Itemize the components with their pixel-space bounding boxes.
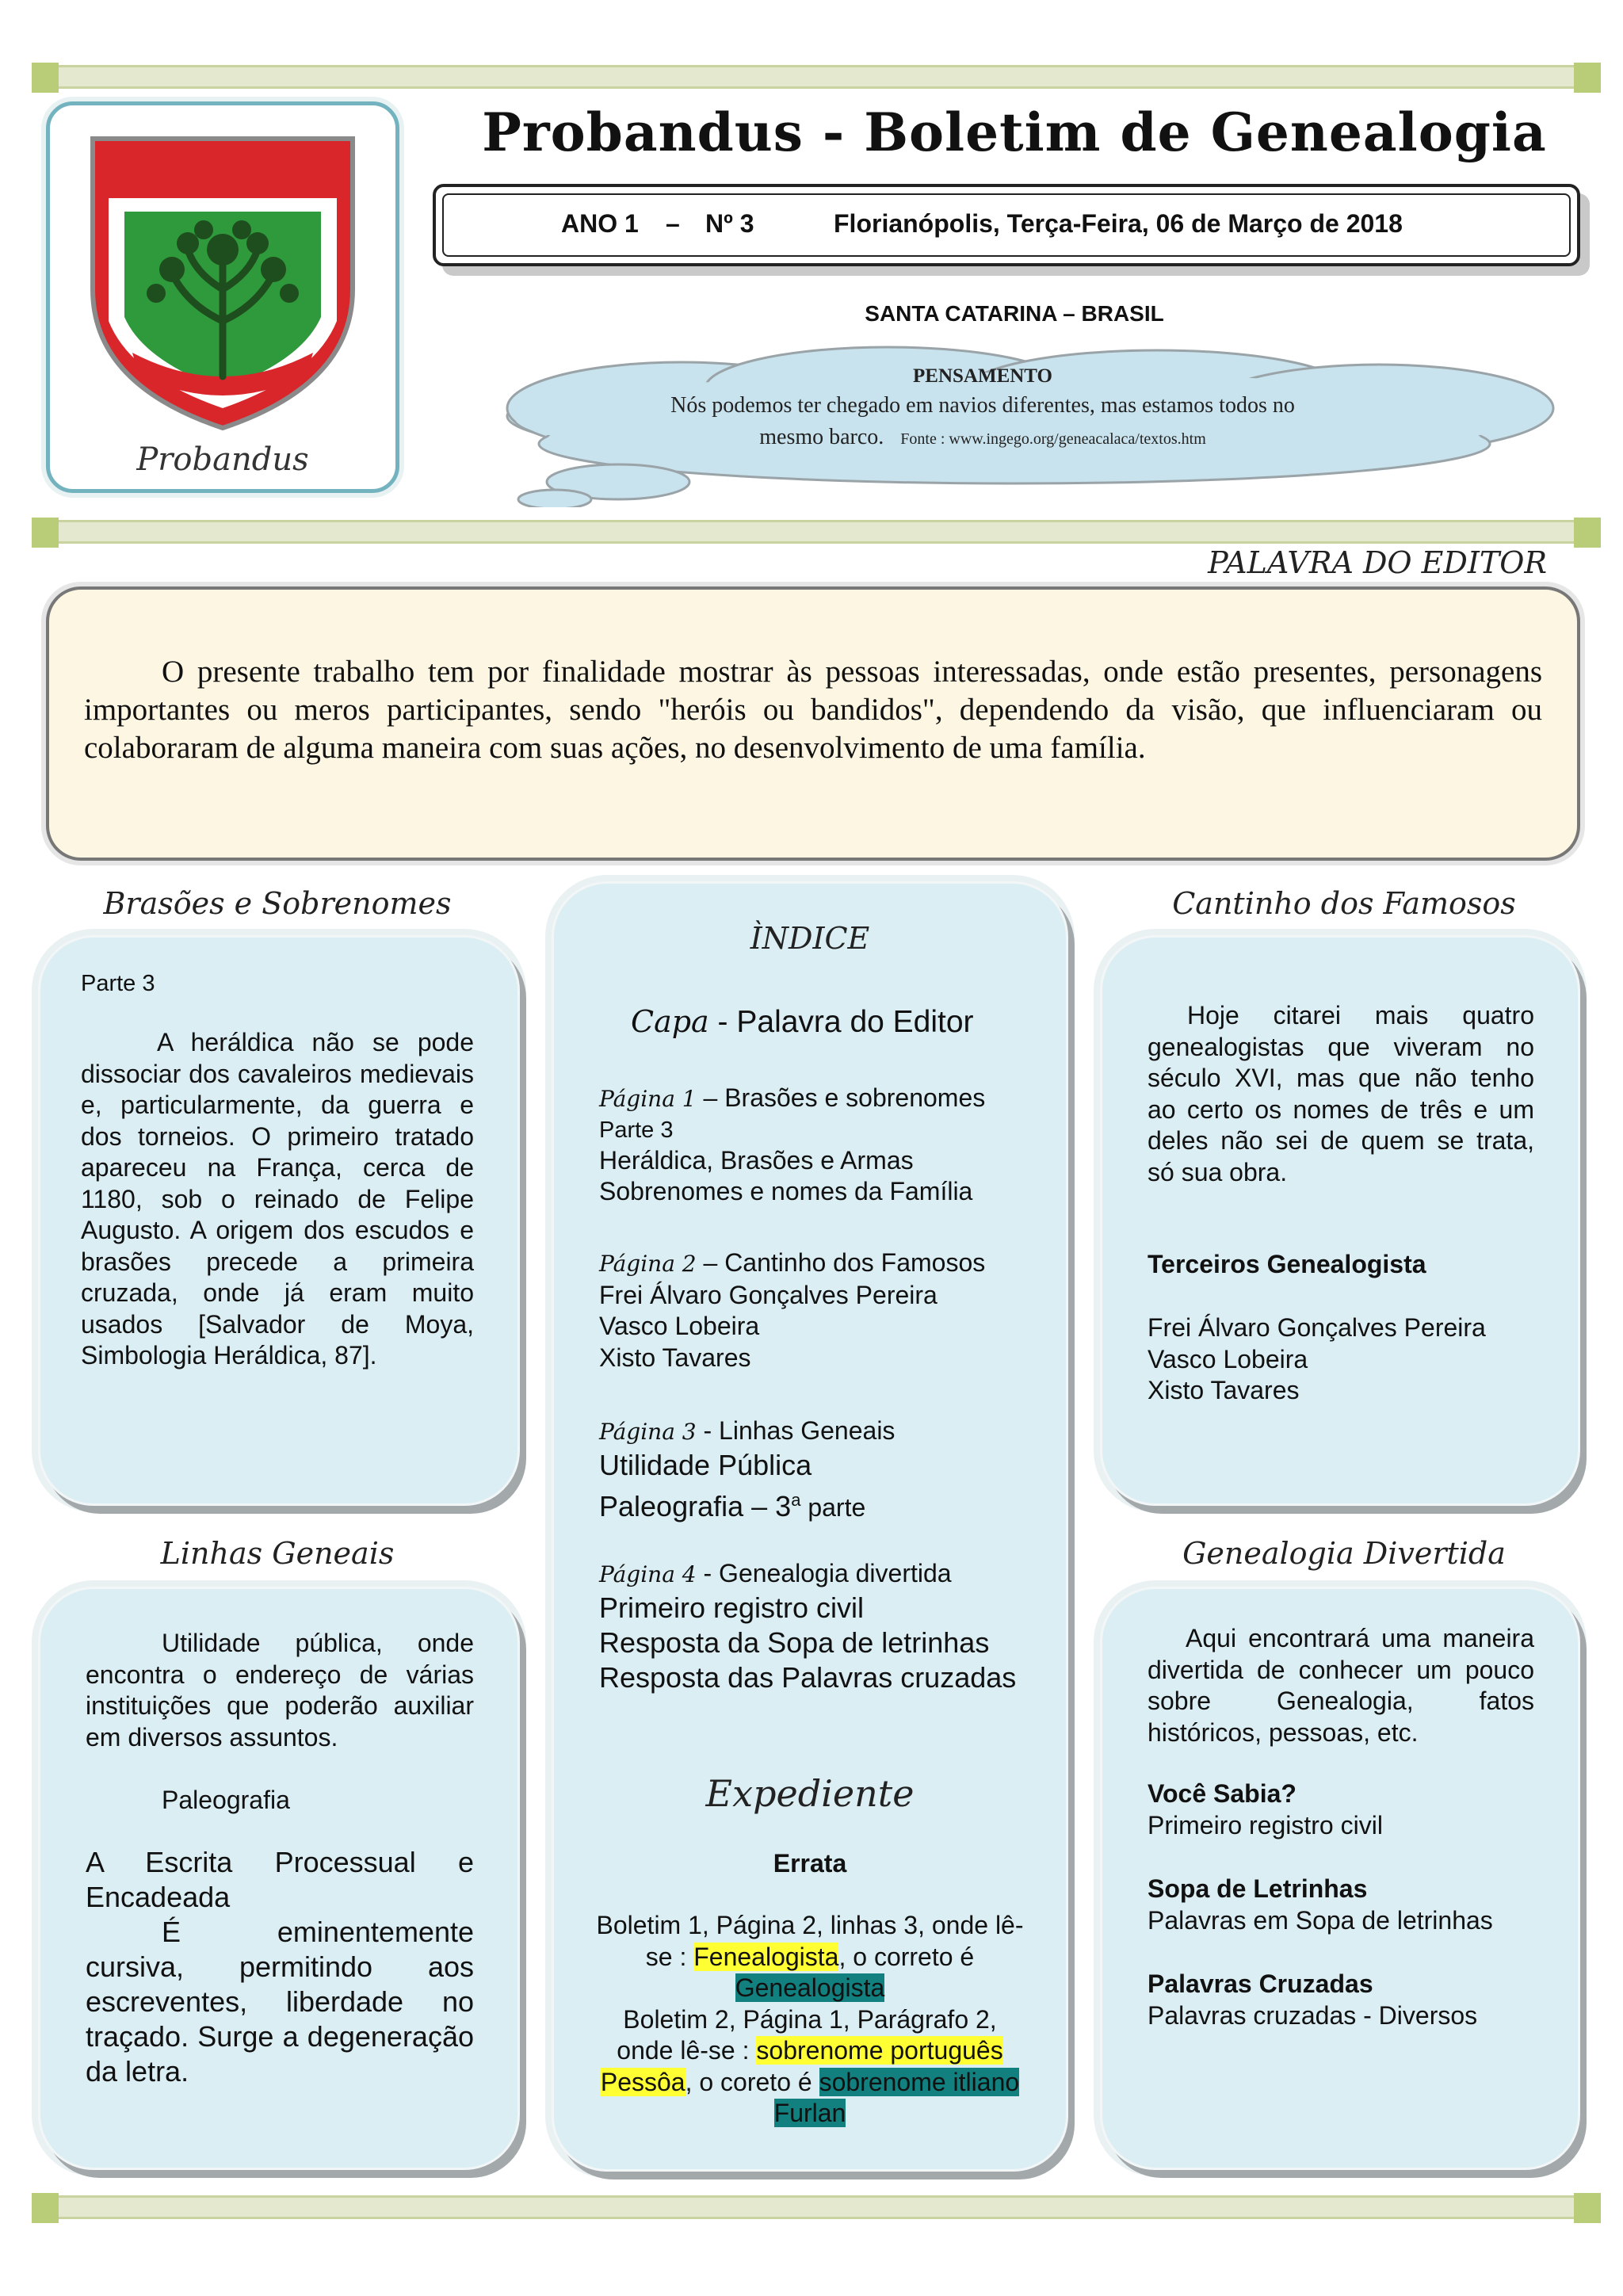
- divertida-section-3-title: Palavras Cruzadas: [1148, 1969, 1373, 1998]
- divertida-text: Aqui encontrará uma maneira divertida de conhecer um pouco sobre Genealogia, fatos históricos, pessoas, etc.: [1148, 1624, 1534, 1747]
- brasoes-heading: Brasões e Sobrenomes: [103, 886, 452, 921]
- linhas-p1: Utilidade pública, onde encontra o endereço de várias instituições que poderão auxiliar em diversos assuntos.: [86, 1629, 474, 1752]
- divertida-heading: Genealogia Divertida: [1182, 1536, 1506, 1571]
- errata-1-intro: Boletim 1, Página 2, linhas 3, onde lê-se :: [596, 1911, 1024, 1971]
- indice-page-3-label: Página 3: [599, 1419, 697, 1445]
- indice-page-4-item-1: Primeiro registro civil: [599, 1591, 865, 1624]
- indice-page-1: [599, 1083, 1027, 1208]
- divertida-section-3: [1148, 1969, 1534, 2031]
- indice-page-3-item-1: Utilidade Pública: [599, 1448, 812, 1481]
- indice-page-2-item-3: Xisto Tavares: [599, 1343, 751, 1372]
- bottom-divider-bar: [38, 2195, 1594, 2219]
- indice-page-2-item-1: Frei Álvaro Gonçalves Pereira: [599, 1280, 938, 1309]
- brasoes-text: A heráldica não se pode dissociar dos cavaleiros medievais e, particularmente, da guerra e dos torneios. O primeiro tratado apareceu na França, cerca de 1180, sob o reinado de Felipe Augusto. A origem dos escudos e brasões precede a primeira cruzada, onde já eram muito usados [Salvador de Moya, Simbologia Heráldica, 87].: [81, 1028, 474, 1370]
- thought-line-2-text: mesmo barco.: [759, 425, 884, 449]
- indice-page-2-text: – Cantinho dos Famosos: [696, 1248, 986, 1277]
- thought-text: [586, 363, 1379, 455]
- thought-line-1: Nós podemos ter chegado em navios diferentes, mas estamos todos no: [670, 393, 1295, 418]
- indice-page-1-text: – Brasões e sobrenomes: [696, 1083, 986, 1112]
- indice-page-4: [599, 1558, 1027, 1695]
- top-divider-bar: [38, 65, 1594, 89]
- famosos-names: [1148, 1312, 1534, 1407]
- errata-text: [596, 1910, 1024, 2130]
- editor-box: [46, 586, 1580, 861]
- indice-page-1-item-1: Heráldica, Brasões e Armas: [599, 1145, 914, 1175]
- thought-line-2: [586, 422, 1379, 455]
- linhas-p4: É eminentemente cursiva, permitindo aos escreventes, liberdade no traçado. Surge a degeneração da letra.: [86, 1916, 474, 2088]
- indice-page-4-label: Página 4: [599, 1561, 697, 1587]
- famosos-heading: Cantinho dos Famosos: [1172, 886, 1516, 921]
- indice-page-4-item-3: Resposta das Palavras cruzadas: [599, 1660, 1017, 1694]
- divertida-section-1-title: Você Sabia?: [1148, 1779, 1296, 1808]
- divertida-section-1-text: Primeiro registro civil: [1148, 1810, 1383, 1839]
- brasoes-part: Parte 3: [81, 971, 155, 996]
- indice-page-2-item-2: Vasco Lobeira: [599, 1312, 760, 1340]
- famosos-name-2: Vasco Lobeira: [1148, 1344, 1308, 1373]
- linhas-p2: Paleografia: [162, 1786, 290, 1814]
- indice-capa-text: - Palavra do Editor: [708, 1005, 974, 1039]
- famosos-text: Hoje citarei mais quatro genealogistas que viveram no século XVI, mas que não tenho ao certo os nomes de três e um deles não sei de quem se trata, só sua obra.: [1148, 1001, 1534, 1186]
- state-label: SANTA CATARINA – BRASIL: [865, 301, 1164, 326]
- indice-page-1-part: Parte 3: [599, 1117, 674, 1143]
- divertida-section-2-text: Palavras em Sopa de letrinhas: [1148, 1905, 1493, 1935]
- divertida-section-2-title: Sopa de Letrinhas: [1148, 1874, 1368, 1903]
- indice-page-3-item-2: [599, 1483, 1027, 1525]
- thought-heading: PENSAMENTO: [913, 365, 1052, 387]
- linhas-p3: A Escrita Processual e Encadeada: [86, 1846, 474, 1913]
- indice-page-4-text: - Genealogia divertida: [696, 1559, 952, 1587]
- famosos-subheading: Terceiros Genealogista: [1148, 1250, 1426, 1278]
- indice-heading: ÌNDICE: [750, 921, 870, 956]
- editor-text: O presente trabalho tem por finalidade mostrar às pessoas interessadas, onde estão presentes, personagens importantes ou meros participantes, sendo "heróis ou bandidos", dependendo da visão, que influenciaram ou colaboraram de alguma maneira com suas ações, no desenvolvimento de uma família.: [84, 655, 1542, 765]
- indice-page-2: [599, 1247, 1027, 1373]
- indice-page-3-item-2-text: Paleografia – 3: [599, 1489, 792, 1522]
- errata-heading: Errata: [773, 1849, 847, 1878]
- errata-2-wrong: sobrenome português Pessôa: [600, 2036, 1003, 2096]
- indice-capa: [631, 1004, 1043, 1039]
- expediente-heading: Expediente: [705, 1772, 915, 1815]
- indice-page-3-item-2-sup: a: [791, 1489, 801, 1510]
- divertida-section-2: [1148, 1874, 1534, 1936]
- logo-caption: Probandus: [136, 441, 309, 478]
- indice-page-3-text: - Linhas Geneais: [696, 1416, 896, 1445]
- indice-capa-label: Capa: [631, 1004, 709, 1039]
- errata-1-wrong: Fenealogista: [693, 1942, 839, 1971]
- thought-source: Fonte : www.ingego.org/geneacalaca/textos.htm: [900, 430, 1206, 448]
- editor-label: PALAVRA DO EDITOR: [1208, 545, 1547, 580]
- indice-page-3: [599, 1415, 1027, 1525]
- errata-2-correct: sobrenome itliano Furlan: [773, 2067, 1020, 2127]
- errata-2-intro: Boletim 2, Página 1, Parágrafo 2, onde lê-se :: [617, 2004, 997, 2065]
- linhas-heading: Linhas Geneais: [160, 1536, 395, 1571]
- famosos-name-1: Frei Álvaro Gonçalves Pereira: [1148, 1313, 1486, 1342]
- indice-page-2-label: Página 2: [599, 1251, 697, 1277]
- errata-1-mid: , o correto é: [838, 1942, 975, 1971]
- indice-page-3-item-2-suffix: parte: [800, 1492, 866, 1522]
- indice-page-4-item-2: Resposta da Sopa de letrinhas: [599, 1626, 990, 1659]
- bulletin-title: Probandus - Boletim de Genealogia: [482, 101, 1547, 163]
- logo-box: [46, 101, 399, 493]
- edition-year: ANO 1: [561, 209, 639, 238]
- edition-box: [433, 184, 1580, 266]
- indice-page-1-item-2: Sobrenomes e nomes da Família: [599, 1177, 973, 1205]
- edition-dash: –: [666, 209, 680, 238]
- indice-page-1-label: Página 1: [599, 1086, 697, 1112]
- errata-1-correct: Genealogista: [735, 1973, 885, 2002]
- edition-number: Nº 3: [705, 209, 754, 238]
- edition-place-date: Florianópolis, Terça-Feira, 06 de Março de 2018: [834, 209, 1403, 238]
- middle-divider-bar: [38, 520, 1594, 544]
- famosos-name-3: Xisto Tavares: [1148, 1376, 1300, 1404]
- divertida-section-1: [1148, 1778, 1534, 1841]
- divertida-section-3-text: Palavras cruzadas - Diversos: [1148, 2000, 1478, 2030]
- errata-2-mid: , o coreto é: [685, 2067, 819, 2096]
- coat-of-arms-shield-icon: [77, 123, 369, 432]
